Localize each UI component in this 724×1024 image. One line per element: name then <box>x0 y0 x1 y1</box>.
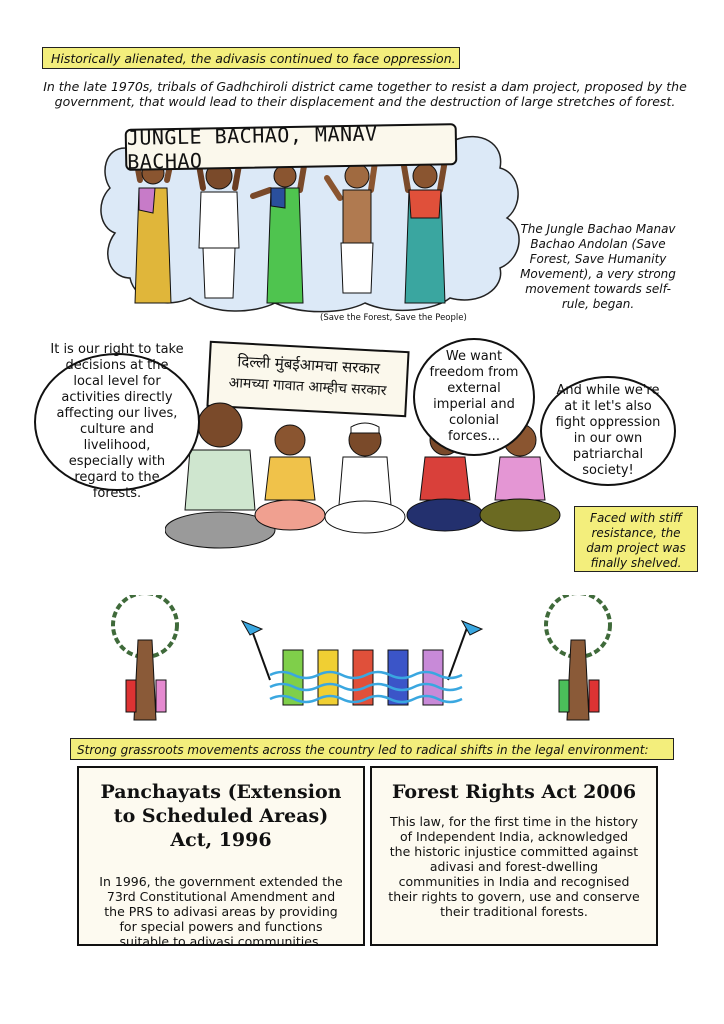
law-text-fra: This law, for the first time in the history of Independent India, acknowledged the historic injustice committed against adivasi and forest-dwelling communities in India and recognised their rights to govern, use and conserve their traditional forests. <box>388 814 640 919</box>
law-title-pesa: Panchayats (Extension to Scheduled Areas) Act, 1996 <box>100 781 342 851</box>
legal-shift-caption: Strong grassroots movements across the country led to radical shifts in the legal environment: <box>70 738 674 760</box>
tree-left-with-children <box>113 595 177 720</box>
speech-bubble-patriarchy: And while we're at it let's also fight oppression in our own patriarchal society! <box>540 376 676 486</box>
top-caption: Historically alienated, the adivasis continued to face oppression. <box>42 47 460 69</box>
seated-woman-orange <box>255 425 325 530</box>
seated-man-white <box>325 423 405 533</box>
law-box-pesa <box>77 766 365 949</box>
panel3-illustration <box>100 595 620 725</box>
marathi-banner-line1: दिल्ली मुंबईआमचा सरकार <box>237 352 381 378</box>
tree-right-with-children <box>546 595 610 720</box>
intro-text: In the late 1970s, tribals of Gadhchiroli district came together to resist a dam project, proposed by the government, that would lead to their displacement and the destruction of large stretches of forest. <box>43 79 687 109</box>
law-text-pesa: In 1996, the government extended the 73rd Constitutional Amendment and the PRS to adivasi areas by providing for special powers and functions suitable to adivasi communities. <box>99 874 343 949</box>
law-title-fra: Forest Rights Act 2006 <box>391 781 637 803</box>
banner-text: JUNGLE BACHAO, MANAV BACHAO <box>126 121 378 174</box>
speech-bubble-freedom: We want freedom from external imperial and colonial forces... <box>413 338 535 456</box>
dam-shelved-caption: Faced with stiff resistance, the dam project was finally shelved. <box>574 506 698 572</box>
movement-description: The Jungle Bachao Manav Bachao Andolan (Save Forest, Save Humanity Movement), a very strong movement towards self-rule, began. <box>520 222 676 311</box>
law-box-fra <box>370 766 658 946</box>
marathi-banner-line2: आमच्या गावात आम्हीच सरकार <box>228 374 387 400</box>
speech-bubble-local-rights: It is our right to take decisions at the local level for activities directly affecting our lives, culture and livelihood, especially with regard to the forests. <box>34 353 200 491</box>
river-group <box>242 621 482 705</box>
banner-translation: (Save the Forest, Save the People) <box>320 313 467 323</box>
protester-woman-3 <box>401 148 447 303</box>
jungle-bachao-banner <box>125 121 458 174</box>
